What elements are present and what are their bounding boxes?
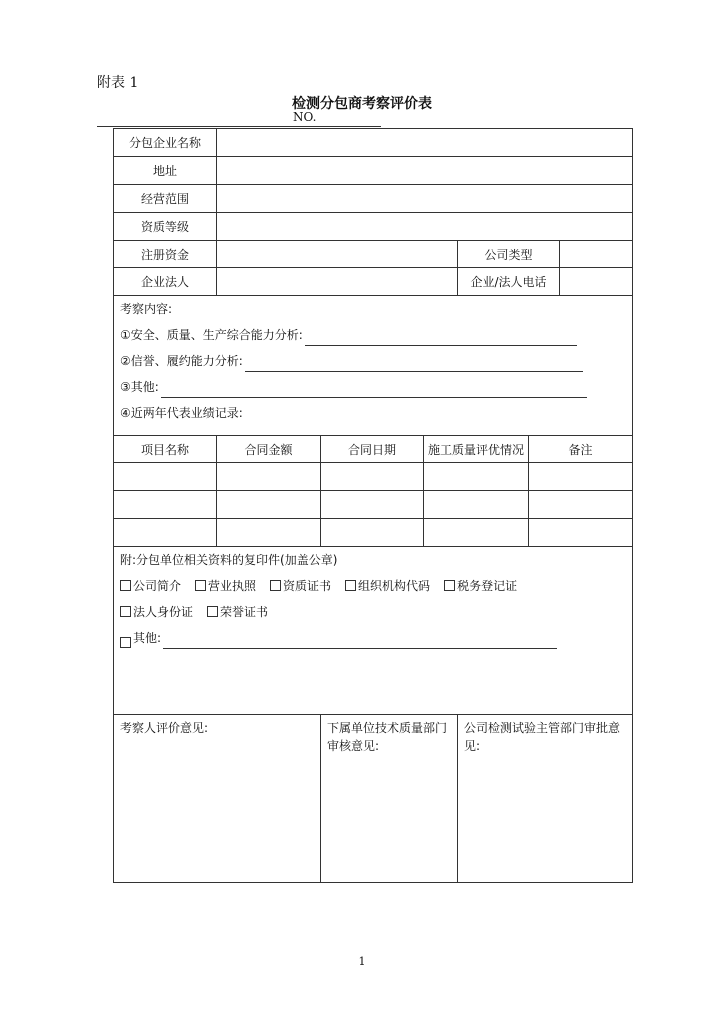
inspection-item-1-line[interactable]: [305, 331, 577, 346]
company-type-field[interactable]: [560, 241, 633, 268]
form-number-label: NO.: [293, 110, 317, 124]
address-field[interactable]: [217, 157, 633, 185]
checkbox-icon[interactable]: [120, 606, 131, 617]
appendix-label: 附表 1: [97, 75, 139, 91]
attachments-options-row-1: [120, 571, 626, 597]
company-opinion-cell[interactable]: [458, 715, 633, 883]
page-number: 1: [358, 955, 366, 968]
dept-opinion-cell[interactable]: [321, 715, 458, 883]
checkbox-icon[interactable]: [120, 580, 131, 591]
business-scope-field[interactable]: [217, 185, 633, 213]
option-org-code[interactable]: 组织机构代码: [345, 575, 430, 597]
inspection-item-2: [120, 346, 626, 372]
table-row: [114, 491, 633, 519]
perf-cell[interactable]: [217, 519, 321, 547]
option-tax-registration[interactable]: 税务登记证: [444, 575, 517, 597]
form-title: 检测分包商考察评价表: [292, 96, 432, 112]
qualification-label: 资质等级: [114, 213, 217, 241]
company-name-field[interactable]: [217, 129, 633, 157]
option-company-intro[interactable]: 公司简介: [120, 575, 181, 597]
company-type-label: 公司类型: [458, 241, 560, 268]
checkbox-icon[interactable]: [120, 637, 131, 648]
dept-opinion-label: 下属单位技术质量部门审核意见:: [327, 721, 448, 753]
row-attachments: [114, 547, 633, 715]
perf-cell[interactable]: [424, 463, 529, 491]
row-qualification: [114, 213, 633, 241]
registered-capital-field[interactable]: [217, 241, 458, 268]
table-row: [114, 463, 633, 491]
evaluation-form: [113, 128, 633, 883]
perf-cell[interactable]: [217, 491, 321, 519]
perf-cell[interactable]: [321, 463, 424, 491]
checkbox-icon[interactable]: [270, 580, 281, 591]
qualification-field[interactable]: [217, 213, 633, 241]
attachments-other-label: 其他:: [133, 631, 162, 645]
checkbox-icon[interactable]: [207, 606, 218, 617]
option-honor-cert[interactable]: 荣誉证书: [207, 601, 268, 623]
option-legal-id[interactable]: 法人身份证: [120, 601, 193, 623]
attachments-heading: 附:分包单位相关资料的复印件(加盖公章): [120, 553, 338, 567]
inspection-item-4: ④近两年代表业绩记录:: [120, 406, 243, 420]
option-business-license[interactable]: 营业执照: [195, 575, 256, 597]
inspection-item-2-line[interactable]: [245, 357, 583, 372]
row-business-scope: [114, 185, 633, 213]
inspection-item-1: [120, 320, 626, 346]
perf-header-project: 项目名称: [114, 436, 217, 463]
attachments-other: [120, 623, 626, 649]
inspector-opinion-cell[interactable]: [114, 715, 321, 883]
business-scope-label: 经营范围: [114, 185, 217, 213]
row-company-name: [114, 129, 633, 157]
row-capital: [114, 241, 633, 268]
registered-capital-label: 注册资金: [114, 241, 217, 268]
perf-header-amount: 合同金额: [217, 436, 321, 463]
perf-cell[interactable]: [424, 519, 529, 547]
perf-cell[interactable]: [114, 463, 217, 491]
inspection-item-3-label: ③其他:: [120, 380, 159, 394]
inspection-item-1-label: ①安全、质量、生产综合能力分析:: [120, 328, 303, 342]
row-inspection: [114, 296, 633, 436]
option-qualification-cert[interactable]: 资质证书: [270, 575, 331, 597]
perf-cell[interactable]: [529, 463, 633, 491]
phone-field[interactable]: [560, 268, 633, 296]
perf-cell[interactable]: [114, 519, 217, 547]
inspection-item-2-label: ②信誉、履约能力分析:: [120, 354, 243, 368]
legal-person-field[interactable]: [217, 268, 458, 296]
inspection-item-3-line[interactable]: [161, 383, 587, 398]
company-opinion-label: 公司检测试验主管部门审批意见:: [464, 721, 621, 753]
address-label: 地址: [114, 157, 217, 185]
perf-cell[interactable]: [321, 491, 424, 519]
inspection-item-3: [120, 372, 626, 398]
perf-cell[interactable]: [424, 491, 529, 519]
row-address: [114, 157, 633, 185]
phone-label: 企业/法人电话: [458, 268, 560, 296]
perf-cell[interactable]: [114, 491, 217, 519]
checkbox-icon[interactable]: [345, 580, 356, 591]
perf-cell[interactable]: [321, 519, 424, 547]
attachments-section: [114, 547, 633, 715]
inspector-opinion-label: 考察人评价意见:: [120, 721, 209, 735]
performance-header-row: [114, 436, 633, 463]
attachments-other-line[interactable]: [163, 634, 557, 649]
table-row: [114, 519, 633, 547]
inspection-heading: 考察内容:: [120, 302, 173, 316]
attachments-options-row-2: [120, 597, 626, 623]
top-rule: [97, 126, 381, 127]
checkbox-icon[interactable]: [444, 580, 455, 591]
perf-cell[interactable]: [217, 463, 321, 491]
row-legal-person: [114, 268, 633, 296]
perf-header-quality: 施工质量评优情况: [424, 436, 529, 463]
perf-header-remark: 备注: [529, 436, 633, 463]
legal-person-label: 企业法人: [114, 268, 217, 296]
company-name-label: 分包企业名称: [114, 129, 217, 157]
inspection-section: [114, 296, 633, 436]
row-opinions: [114, 715, 633, 883]
perf-cell[interactable]: [529, 491, 633, 519]
perf-cell[interactable]: [529, 519, 633, 547]
perf-header-date: 合同日期: [321, 436, 424, 463]
checkbox-icon[interactable]: [195, 580, 206, 591]
